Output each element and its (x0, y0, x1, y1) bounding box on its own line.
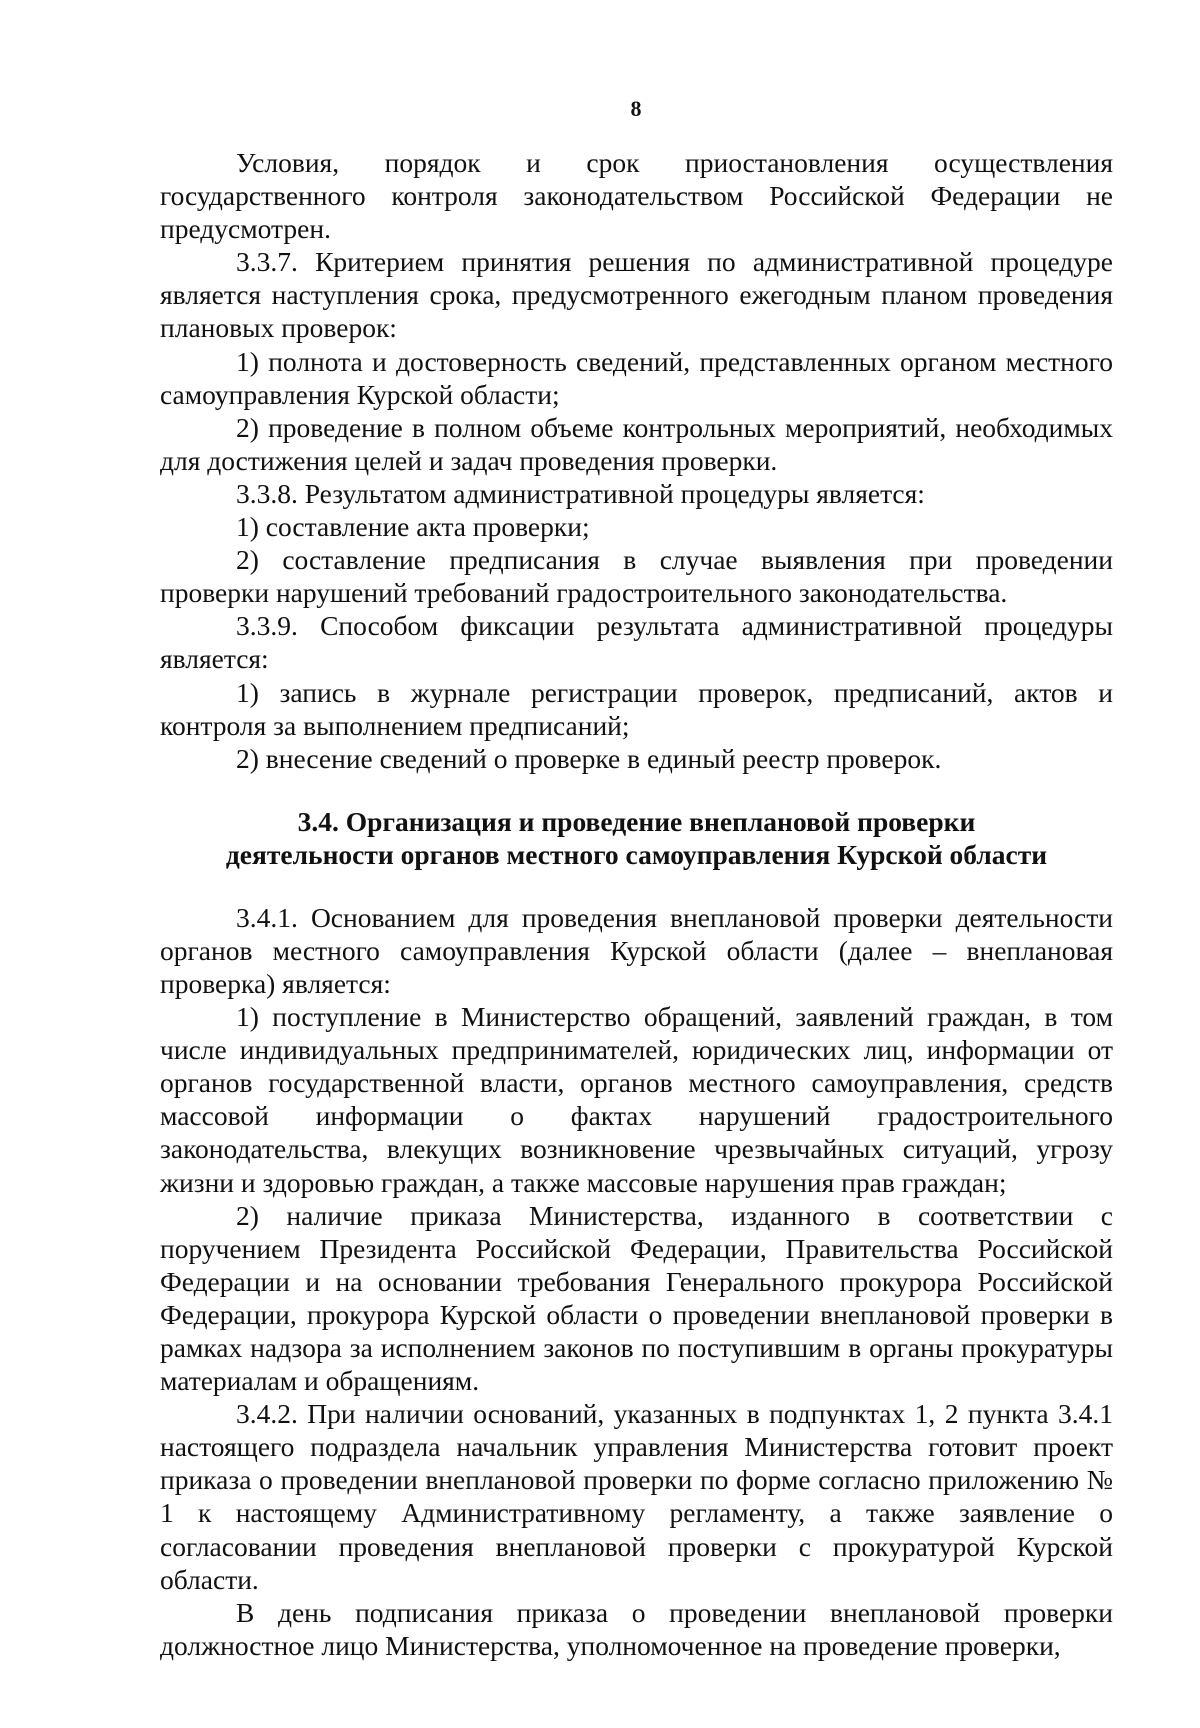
section-heading-line: деятельности органов местного самоуправления Курской области (225, 838, 1048, 870)
paragraph: 2) наличие приказа Министерства, изданного в соответствии с поручением Президента Российской Федерации, Правительства Российской Федерации и на основании требования Генерального прокурора Российской Федерации, прокурора Курской области о проведении внеплановой проверки в рамках надзора за исполнением законов по поступившим в органы прокуратуры материалам и обращениям. (160, 1199, 1113, 1397)
paragraph: 3.3.8. Результатом административной процедуры является: (236, 477, 925, 509)
paragraph: 3.4.1. Основанием для проведения внеплановой проверки деятельности органов местного самоуправления Курской области (далее – внеплановая проверка) является: (160, 901, 1113, 999)
paragraph: 3.3.7. Критерием принятия решения по административной процедуре является наступления срока, предусмотренного ежегодным планом проведения плановых проверок: (160, 246, 1113, 344)
page-number: 8 (630, 96, 642, 121)
paragraph: 3.3.9. Способом фиксации результата административной процедуры является: (160, 610, 1113, 675)
paragraph: 2) внесение сведений о проверке в единый реестр проверок. (236, 742, 942, 774)
paragraph: 2) составление предписания в случае выявления при проведении проверки нарушений требований градостроительного законодательства. (160, 544, 1113, 609)
paragraph: Условия, порядок и срок приостановления осуществления государственного контроля законодательством Российской Федерации не предусмотрен. (160, 147, 1113, 245)
document-body (160, 146, 1113, 1662)
section-heading-line: 3.4. Организация и проведение внеплановой проверки (297, 805, 976, 837)
section-heading (160, 805, 1113, 871)
paragraph: 3.4.2. При наличии оснований, указанных в подпунктах 1, 2 пункта 3.4.1 настоящего подраздела начальник управления Министерства готовит проект приказа о проведении внеплановой проверки по форме согласно приложению № 1 к настоящему Административному регламенту, а также заявление о согласовании проведения внеплановой проверки с прокуратурой Курской области. (160, 1398, 1113, 1595)
paragraph: 1) поступление в Министерство обращений, заявлений граждан, в том числе индивидуальных предпринимателей, юридических лиц, информации от органов государственной власти, органов местного самоуправления, средств массовой информации о фактах нарушений градостроительного законодательства, влекущих возникновение чрезвычайных ситуаций, угрозу жизни и здоровью граждан, а также массовые нарушения прав граждан; (160, 1001, 1113, 1198)
paragraph: 1) составление акта проверки; (236, 511, 590, 543)
paragraph: 1) запись в журнале регистрации проверок, предписаний, актов и контроля за выполнением предписаний; (160, 676, 1113, 741)
paragraph: 1) полнота и достоверность сведений, представленных органом местного самоуправления Курской области; (160, 345, 1113, 410)
paragraph: 2) проведение в полном объеме контрольных мероприятий, необходимых для достижения целей и задач проведения проверки. (160, 411, 1113, 476)
paragraph: В день подписания приказа о проведении внеплановой проверки должностное лицо Министерства, уполномоченное на проведение проверки, (160, 1596, 1113, 1661)
